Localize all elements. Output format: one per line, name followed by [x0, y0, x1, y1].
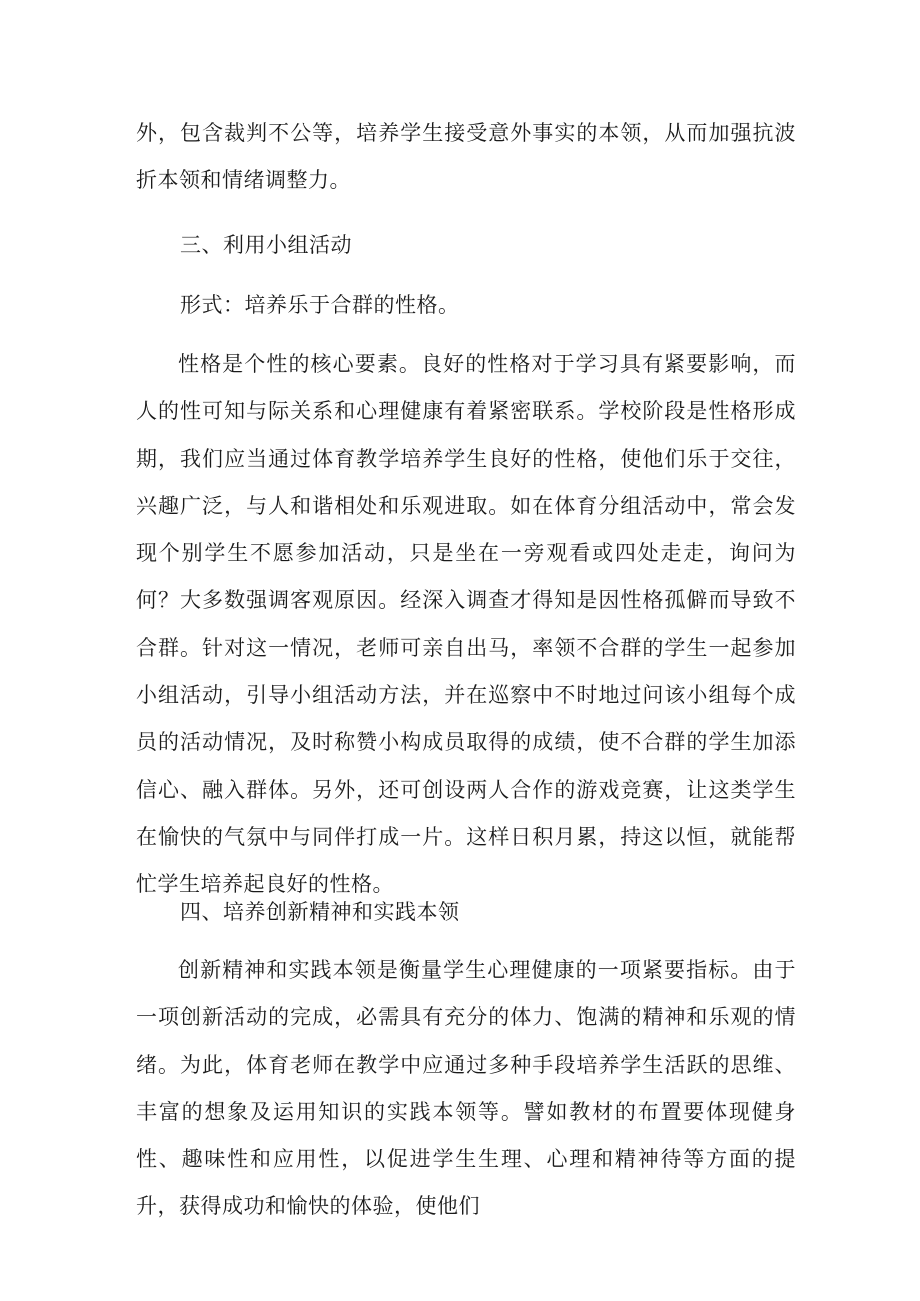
section-heading-3: 三、利用小组活动 [180, 233, 352, 257]
paragraph-continuation: 外，包含裁判不公等，培养学生接受意外事实的本领，从而加强抗波折本领和情绪调整力。 [136, 121, 796, 193]
section-heading-4: 四、培养创新精神和实践本领 [180, 900, 460, 924]
paragraph-form-line: 形式：培养乐于合群的性格。 [180, 293, 460, 317]
paragraph-innovation: 创新精神和实践本领是衡量学生心理健康的一项紧要指标。由于一项创新活动的完成，必需具有充分的体力、饱满的精神和乐观的情绪。为此，体育老师在教学中应通过多种手段培养学生活跃的思维、丰富的想象及运用知识的实践本领等。譬如教材的布置要体现健身性、趣味性和应用性，以促进学生生理、心理和精神待等方面的提升，获得成功和愉快的体验，使他们 [136, 958, 796, 1219]
paragraph-personality: 性格是个性的核心要素。良好的性格对于学习具有紧要影响，而人的性可知与际关系和心理健康有着紧密联系。学校阶段是性格形成期，我们应当通过体育教学培养学生良好的性格，使他们乐于交往，兴趣广泛，与人和谐相处和乐观进取。如在体育分组活动中，常会发现个别学生不愿参加活动，只是坐在一旁观看或四处走走，询问为何？大多数强调客观原因。经深入调查才得知是因性格孤僻而导致不合群。针对这一情况，老师可亲自出马，率领不合群的学生一起参加小组活动，引导小组活动方法，并在巡察中不时地过问该小组每个成员的活动情况，及时称赞小构成员取得的成绩，使不合群的学生加添信心、融入群体。另外，还可创设两人合作的游戏竞赛，让这类学生在愉快的气氛中与同伴打成一片。这样日积月累，持这以恒，就能帮忙学生培养起良好的性格。 [136, 352, 796, 897]
